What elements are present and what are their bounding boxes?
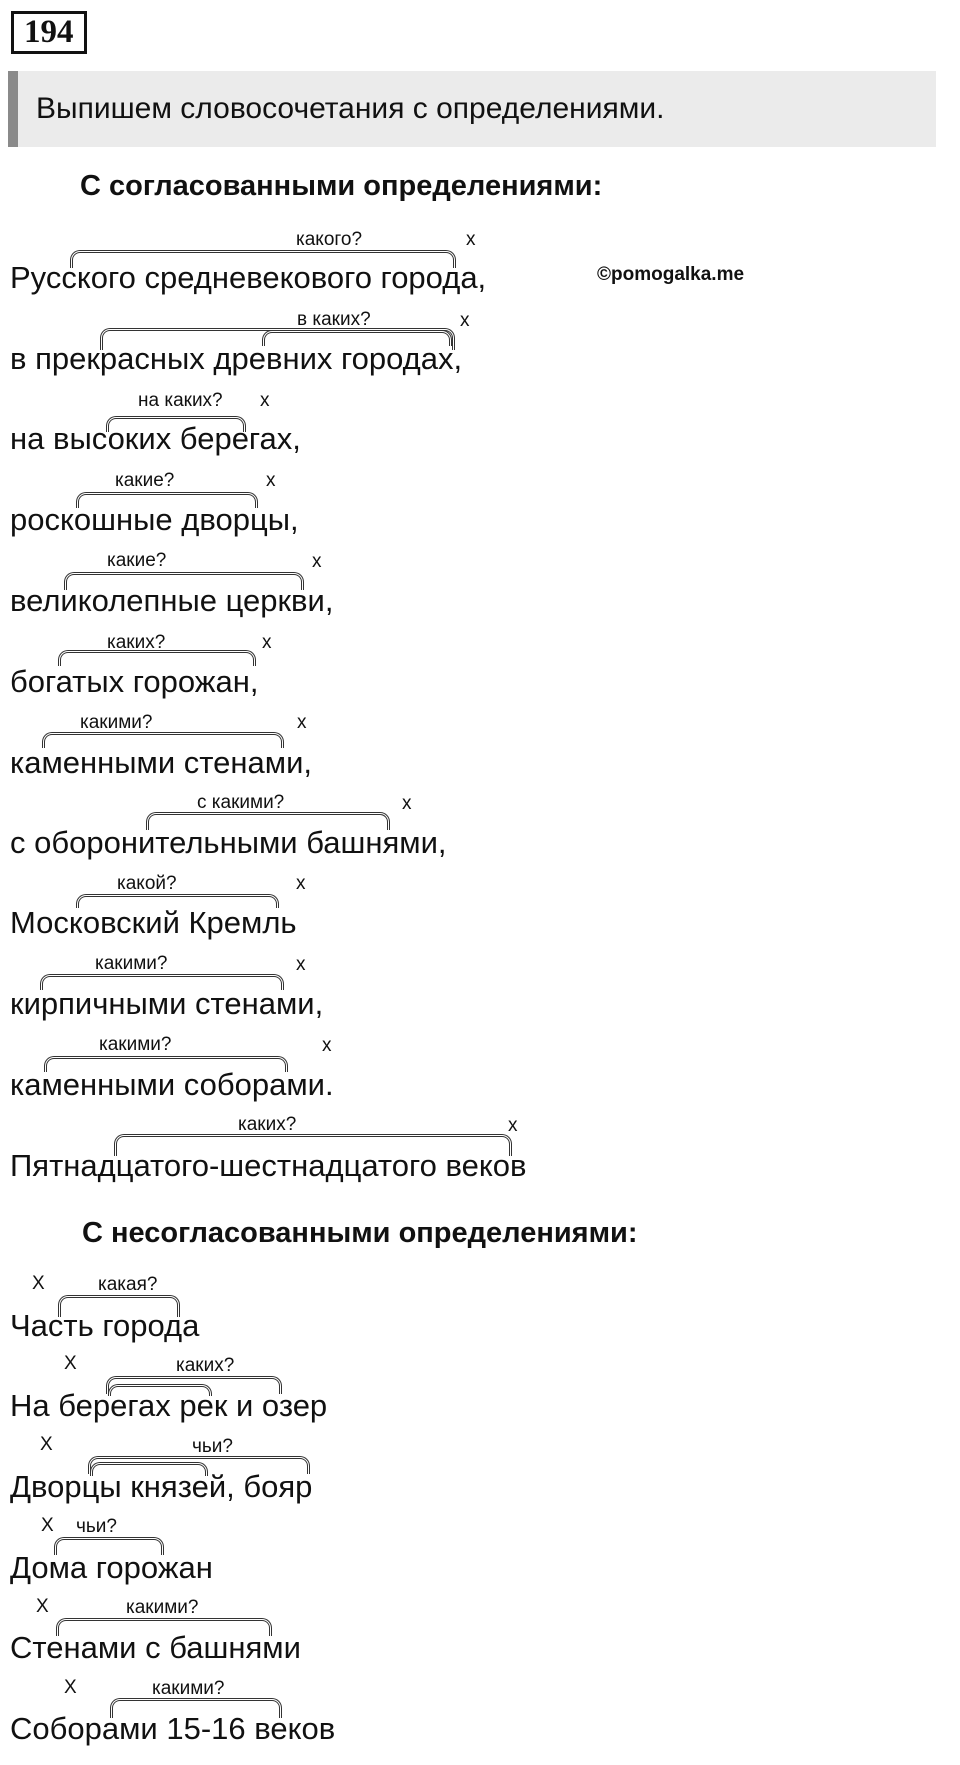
phrase: Московский Кремль xyxy=(10,905,297,940)
phrase: великолепные церкви, xyxy=(10,583,334,618)
question-label: в каких? xyxy=(297,309,371,330)
phrase: Часть города xyxy=(10,1308,200,1343)
question-label: какая? xyxy=(98,1274,158,1295)
question-label: какие? xyxy=(115,470,175,491)
main-word-mark: x xyxy=(402,793,412,814)
question-label: какие? xyxy=(107,550,167,571)
phrase: Стенами с башнями xyxy=(10,1630,301,1665)
main-word-mark: x xyxy=(322,1035,332,1056)
heading-nonagreed: С несогласованными определениями: xyxy=(82,1217,638,1249)
heading-agreed: С согласованными определениями: xyxy=(80,170,603,202)
intro-text: Выпишем словосочетания с определениями. xyxy=(8,71,936,147)
exercise-number: 194 xyxy=(11,11,87,54)
question-label: какими? xyxy=(99,1034,172,1055)
phrase: Дворцы князей, бояр xyxy=(10,1469,313,1504)
main-word-mark: X xyxy=(32,1273,45,1294)
phrase: богатых горожан, xyxy=(10,664,259,699)
main-word-mark: x xyxy=(508,1115,518,1136)
main-word-mark: x xyxy=(266,470,276,491)
main-word-mark: x xyxy=(466,229,476,250)
question-label: какими? xyxy=(80,712,153,733)
question-label: каких? xyxy=(176,1355,235,1376)
question-label: какими? xyxy=(152,1678,225,1699)
main-word-mark: X xyxy=(40,1434,53,1455)
main-word-mark: x xyxy=(296,873,306,894)
question-label: чьи? xyxy=(76,1516,117,1537)
question-label: чьи? xyxy=(192,1436,233,1457)
main-word-mark: x xyxy=(460,310,470,331)
question-label: какими? xyxy=(126,1597,199,1618)
phrase: Соборами 15-16 веков xyxy=(10,1711,336,1746)
question-label: каких? xyxy=(238,1114,297,1135)
phrase: каменными стенами, xyxy=(10,745,312,780)
phrase: с оборонительными башнями, xyxy=(10,825,447,860)
main-word-mark: x xyxy=(262,632,272,653)
main-word-mark: X xyxy=(41,1515,54,1536)
main-word-mark: x xyxy=(312,551,322,572)
main-word-mark: x xyxy=(260,390,270,411)
phrase: Пятнадцатого-шестнадцатого веков xyxy=(10,1148,527,1183)
phrase: кирпичными стенами, xyxy=(10,986,324,1021)
main-word-mark: X xyxy=(64,1677,77,1698)
phrase: роскошные дворцы, xyxy=(10,502,299,537)
main-word-mark: X xyxy=(36,1596,49,1617)
phrase: на высоких берегах, xyxy=(10,421,301,456)
question-label: какой? xyxy=(117,873,177,894)
question-label: какого? xyxy=(296,229,363,250)
phrase: Дома горожан xyxy=(10,1550,213,1585)
phrase: каменными соборами. xyxy=(10,1067,334,1102)
phrase: На берегах рек и озер xyxy=(10,1388,328,1423)
main-word-mark: x xyxy=(297,712,307,733)
main-word-mark: X xyxy=(64,1353,77,1374)
question-label: каких? xyxy=(107,632,166,653)
phrase: Русского средневекового города, xyxy=(10,260,487,295)
watermark: ©pomogalka.me xyxy=(597,264,745,285)
phrase: в прекрасных древних городах, xyxy=(10,341,463,376)
question-label: с какими? xyxy=(197,792,285,813)
question-label: на каких? xyxy=(138,390,223,411)
main-word-mark: x xyxy=(296,954,306,975)
question-label: какими? xyxy=(95,953,168,974)
